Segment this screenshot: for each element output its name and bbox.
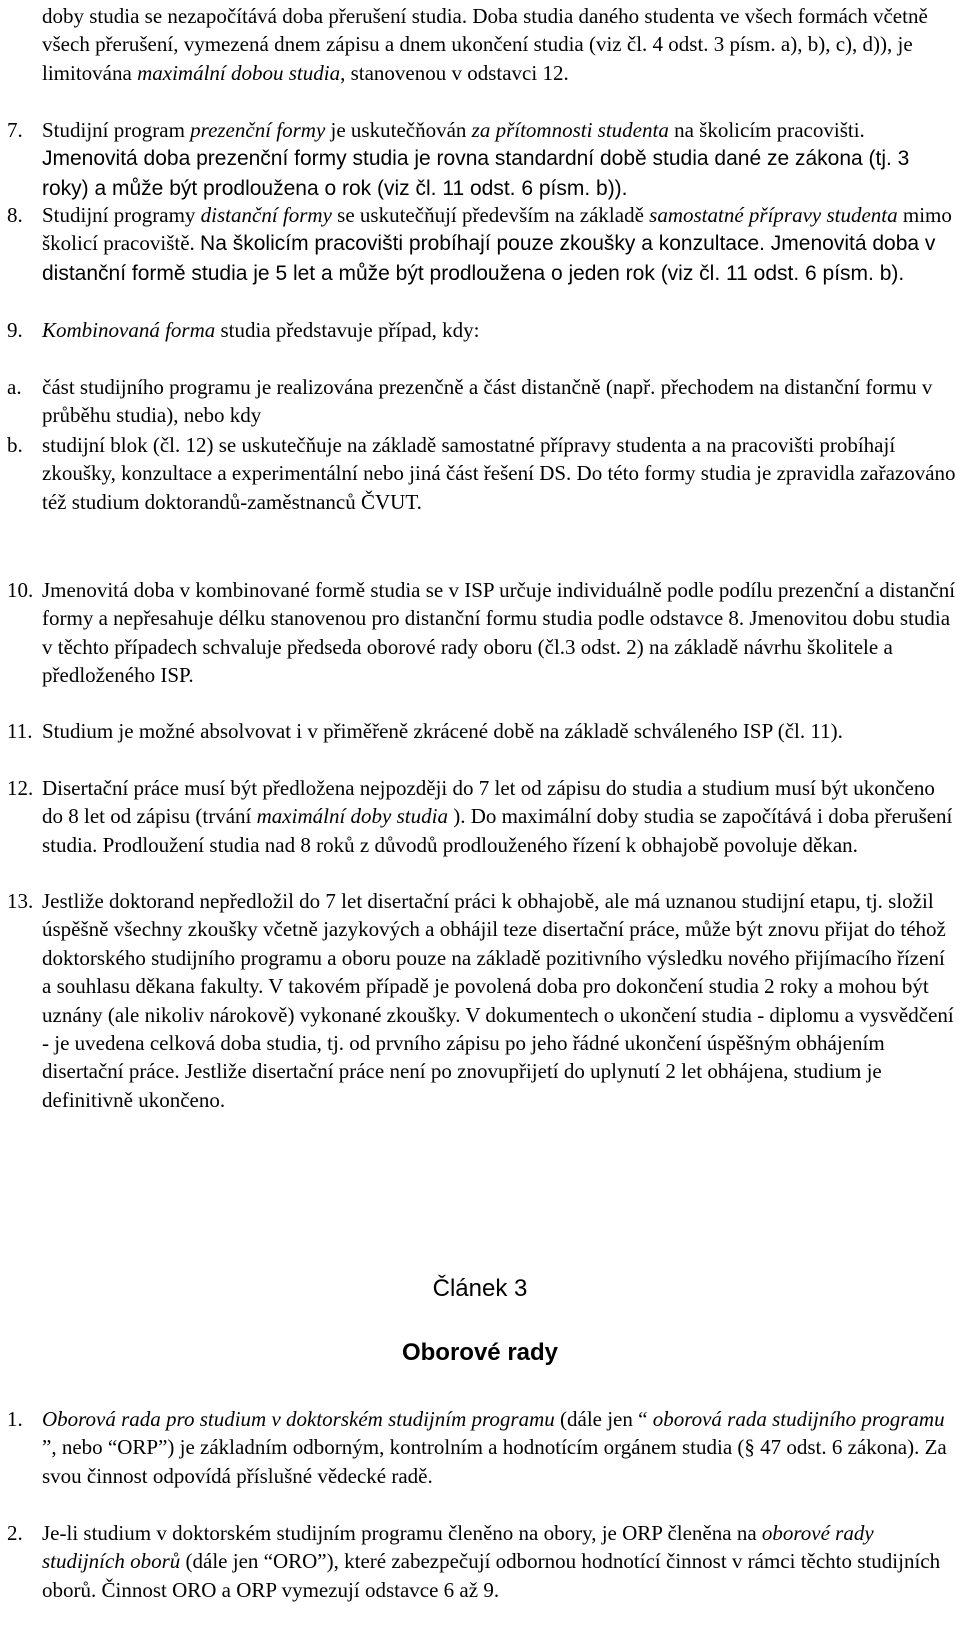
article-item-1 — [7, 1405, 957, 1490]
item-number: 1. — [7, 1407, 23, 1431]
list-item-7 — [7, 116, 957, 203]
paragraph-text: studia představuje případ, kdy: — [215, 318, 480, 342]
paragraph-text: Jestliže doktorand nepředložil do 7 let disertační práci k obhajobě, ale má uznanou studijní etapu, tj. složil úspěšně všechny zkoušky včetně jazykových a obhájil teze disertační práce, může být znovu přijat do téhož doktorského studijního programu a oboru pouze na základě pozitivního výsledku nového přijímacího řízení a souhlasu děkana fakulty. V takovém případě je povolená doba pro dokončení studia 2 roky a mohou být uznány (ale nikoliv nárokově) vykonané zkoušky. V dokumentech o ukončení studia - diplomu a vysvědčení - je uvedena celková doba studia, tj. od prvního zápisu po jeho řádné ukončení úspěšným obhájením disertační práce. Jestliže disertační práce není po znovupřijetí do uplynutí 2 let obhájena, studium je definitivně ukončeno. — [42, 889, 954, 1112]
emphasis-text: prezenční formy — [190, 118, 326, 142]
item-number: 13. — [7, 889, 34, 913]
emphasis-text: Kombinovaná forma — [42, 318, 216, 342]
paragraph-text: mimo školicí pracoviště. — [42, 203, 952, 256]
list-item-12 — [7, 774, 957, 859]
paragraph-text: Studium je možné absolvovat i v přiměřeně zkrácené době na základě schváleného ISP (čl. 11). — [42, 719, 843, 743]
list-item-a — [7, 373, 957, 430]
emphasis-text: samostatné přípravy studenta — [649, 203, 898, 227]
emphasis-text: maximální doby studia — [256, 804, 448, 829]
emphasis-text: distanční formy — [200, 203, 332, 227]
emphasis-text: oborové rady studijních oborů — [42, 1521, 874, 1574]
paragraph-text: se uskutečňují především na základě — [331, 203, 650, 227]
paragraph-text: Disertační práce musí být předložena nejpozději do 7 let od zápisu do studia a studium musí být ukončeno do 8 let od zápisu (trvání — [42, 776, 935, 829]
emphasis-text: za přítomnosti studenta — [471, 118, 669, 142]
item-number: 7. — [7, 118, 23, 142]
list-item-b — [7, 431, 957, 516]
article-number-heading: Článek 3 — [432, 1275, 528, 1302]
paragraph-text-sans: Jmenovitá doba prezenční formy studia je rovna standardní době studia dané ze zákona (tj. 3 roky) a může být prodloužena o rok (viz čl. 11 odst. 6 písm. b)). — [42, 147, 910, 200]
continuation-paragraph — [42, 2, 957, 87]
paragraph-text-sans: Na školicím pracovišti probíhají pouze zkoušky a konzultace. Jmenovitá doba v distanční formě studia je 5 let a může být prodloužena o jeden rok (viz čl. 11 odst. 6 písm. b). — [42, 232, 936, 285]
item-number: 2. — [7, 1521, 23, 1545]
paragraph-text: studijní blok (čl. 12) se uskutečňuje na základě samostatné přípravy studenta a na pracovišti probíhají zkoušky, konzultace a experimentální nebo jiná část řešení DS. Do této formy studia je zpravidla zařazováno též studium doktorandů-zaměstnanců ČVUT. — [42, 433, 956, 514]
item-letter: a. — [7, 375, 22, 399]
paragraph-text: (dále jen “ — [554, 1407, 653, 1431]
paragraph-text: , stanovenou v odstavci 12. — [340, 60, 569, 85]
article-item-2 — [7, 1519, 957, 1604]
paragraph-text: Studijní program — [42, 118, 191, 142]
item-number: 10. — [7, 578, 34, 602]
item-number: 12. — [7, 776, 34, 800]
paragraph-text: Je-li studium v doktorském studijním programu členěno na obory, je ORP členěna na — [42, 1521, 762, 1545]
list-item-10 — [7, 576, 957, 690]
paragraph-text: Jmenovitá doba v kombinované formě studia se v ISP určuje individuálně podle podílu prezenční a distanční formy a nepřesahuje délku stanovenou pro distanční formu studia podle odstavce 8. Jmenovitou dobu studia v těchto případech schvaluje předseda oborové rady oboru (čl.3 odst. 2) na základě návrhu školitele a předloženého ISP. — [42, 578, 956, 688]
paragraph-text: část studijního programu je realizována prezenčně a část distančně (např. přechodem na distanční formu v průběhu studia), nebo kdy — [42, 375, 933, 428]
list-item-8 — [7, 201, 957, 288]
paragraph-text: Studijní programy — [42, 203, 201, 227]
list-item-11 — [7, 717, 957, 745]
emphasis-text: Oborová rada pro studium v doktorském studijním programu — [42, 1407, 555, 1431]
paragraph-text: doby studia se nezapočítává doba přerušení studia. Doba studia daného studenta ve všech formách včetně všech přerušení, vymezená dnem zápisu a dnem ukončení studia (viz čl. 4 odst. 3 písm. a), b), c), d)), je limitována — [42, 4, 928, 85]
paragraph-text: je uskutečňován — [325, 118, 472, 142]
paragraph-text: ). Do maximální doby studia se započítává i doba přerušení studia. Prodloužení studia nad 8 roků z důvodů prodlouženého řízení k obhajobě povoluje děkan. — [42, 804, 953, 857]
list-item-9 — [7, 316, 957, 344]
paragraph-text: na školicím pracovišti. — [668, 118, 865, 142]
list-item-13 — [7, 887, 957, 1114]
item-number: 8. — [7, 203, 23, 227]
emphasis-text: oborová rada studijního programu — [652, 1407, 945, 1431]
item-number: 9. — [7, 318, 23, 342]
article-title-heading: Oborové rady — [401, 1339, 559, 1366]
paragraph-text: (dále jen “ORO”), které zabezpečují odbornou hodnotící činnost v rámci těchto studijních oborů. Činnost ORO a ORP vymezují odstavce 6 až 9. — [42, 1549, 941, 1602]
paragraph-text: ”, nebo “ORP”) je základním odborným, kontrolním a hodnotícím orgánem studia (§ 47 odst. 6 zákona). Za svou činnost odpovídá příslušné vědecké radě. — [42, 1435, 947, 1488]
emphasis-text: maximální dobou studia — [137, 60, 341, 85]
item-letter: b. — [7, 433, 23, 457]
item-number: 11. — [7, 719, 33, 743]
